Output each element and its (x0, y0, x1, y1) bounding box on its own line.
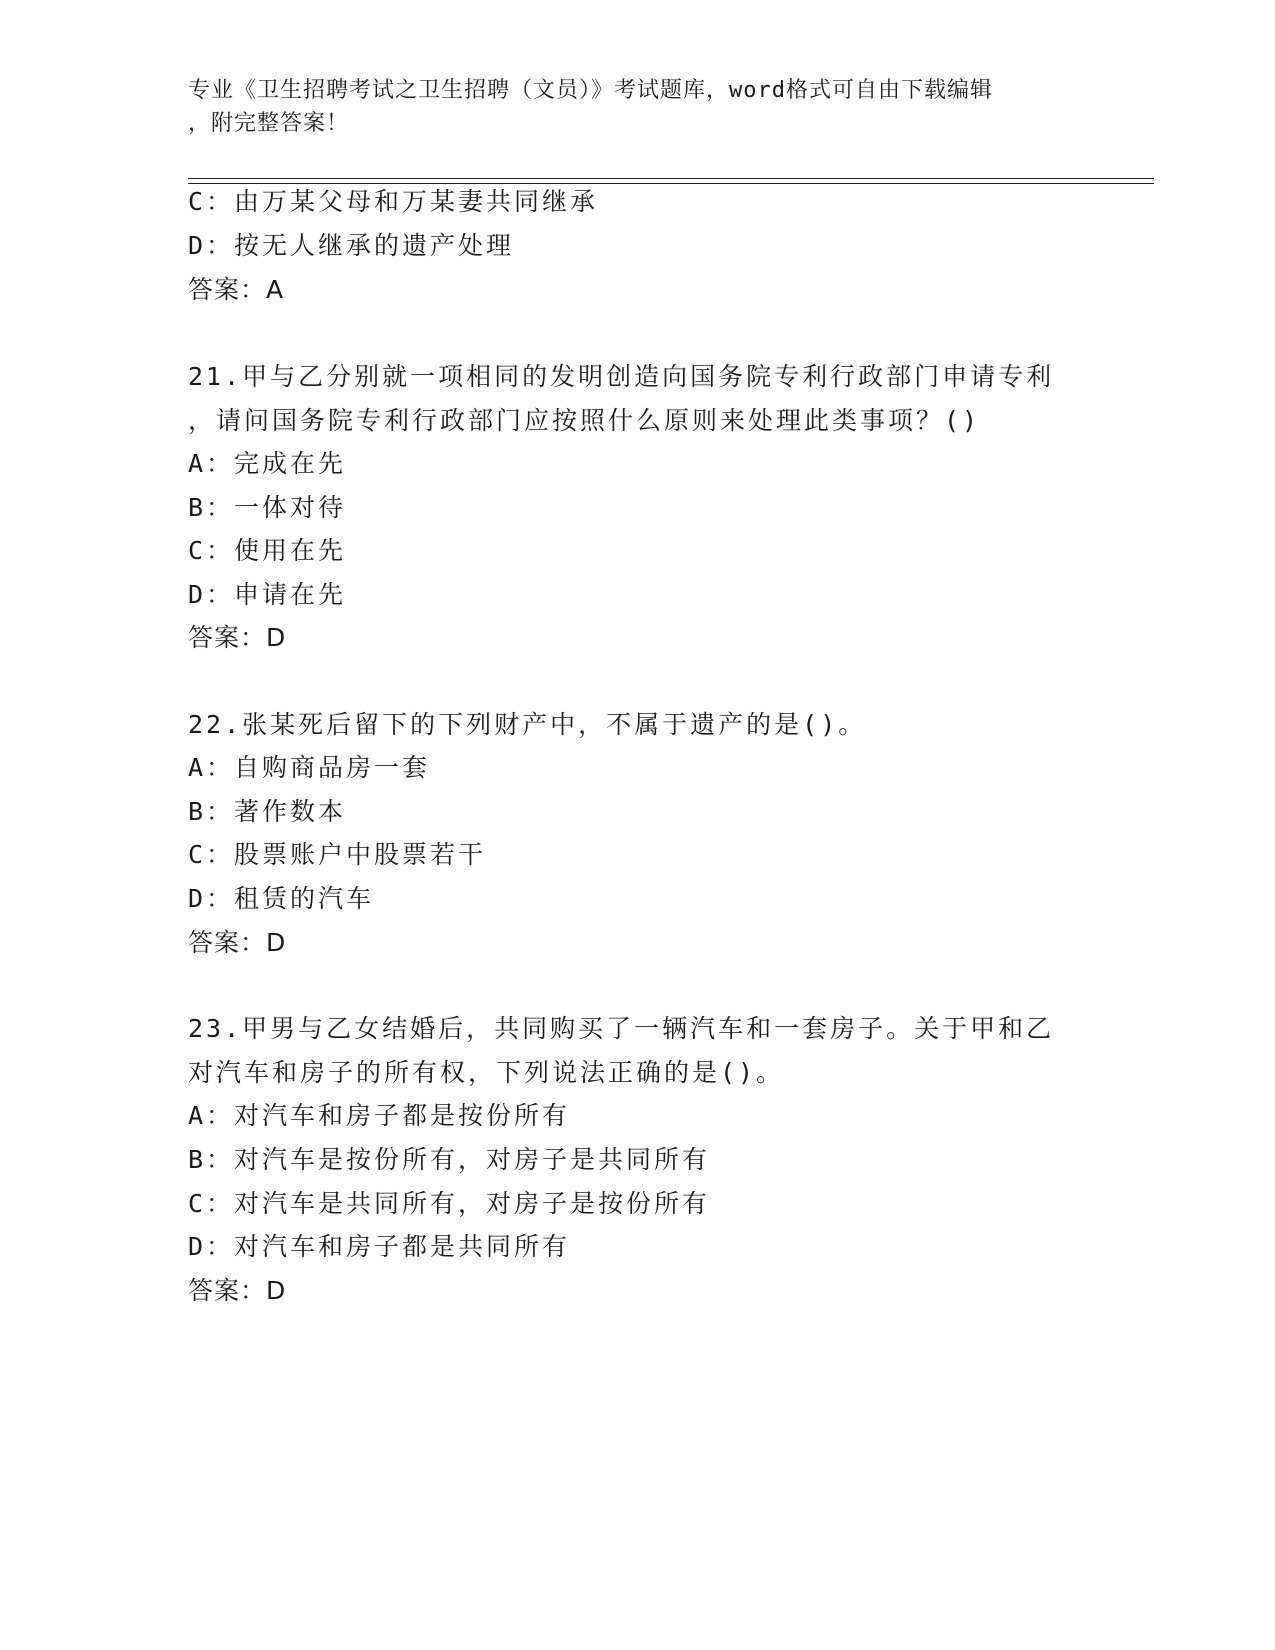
document-header (188, 74, 1068, 140)
option-c: C：由万某父母和万某妻共同继承 (188, 187, 599, 216)
option-c: C：对汽车是共同所有，对房子是按份所有 (188, 1189, 711, 1218)
answer-line: 答案：D (188, 1276, 287, 1305)
option-b: B：一体对待 (188, 493, 347, 522)
answer-line: 答案：A (188, 275, 285, 304)
option-a: A：对汽车和房子都是按份所有 (188, 1101, 571, 1130)
header-divider-top (188, 178, 1154, 179)
option-c: C：使用在先 (188, 536, 347, 565)
option-b: B：对汽车是按份所有，对房子是共同所有 (188, 1145, 711, 1174)
option-d: D：对汽车和房子都是共同所有 (188, 1232, 571, 1261)
header-divider-bottom (188, 183, 1154, 184)
option-d: D：申请在先 (188, 580, 347, 609)
question-23-text: 23.甲男与乙女结婚后，共同购买了一辆汽车和一套房子。关于甲和乙 (188, 1014, 1055, 1043)
option-a: A：自购商品房一套 (188, 753, 431, 782)
option-a: A：完成在先 (188, 449, 347, 478)
header-line-1: 专业《卫生招聘考试之卫生招聘（文员）》考试题库，word格式可自由下载编辑 (188, 78, 993, 103)
question-23-text-cont: 对汽车和房子的所有权，下列说法正确的是()。 (188, 1058, 785, 1087)
option-c: C：股票账户中股票若干 (188, 840, 487, 869)
answer-line: 答案：D (188, 928, 287, 957)
answer-line: 答案：D (188, 623, 287, 652)
question-22-text: 22.张某死后留下的下列财产中，不属于遗产的是()。 (188, 710, 867, 739)
question-21-text-cont: ，请问国务院专利行政部门应按照什么原则来处理此类事项？() (188, 406, 981, 435)
option-d: D：租赁的汽车 (188, 884, 375, 913)
option-d: D：按无人继承的遗产处理 (188, 231, 515, 260)
header-line-2: ，附完整答案！ (188, 111, 350, 136)
question-21-text: 21.甲与乙分别就一项相同的发明创造向国务院专利行政部门申请专利 (188, 362, 1055, 391)
option-b: B：著作数本 (188, 797, 347, 826)
